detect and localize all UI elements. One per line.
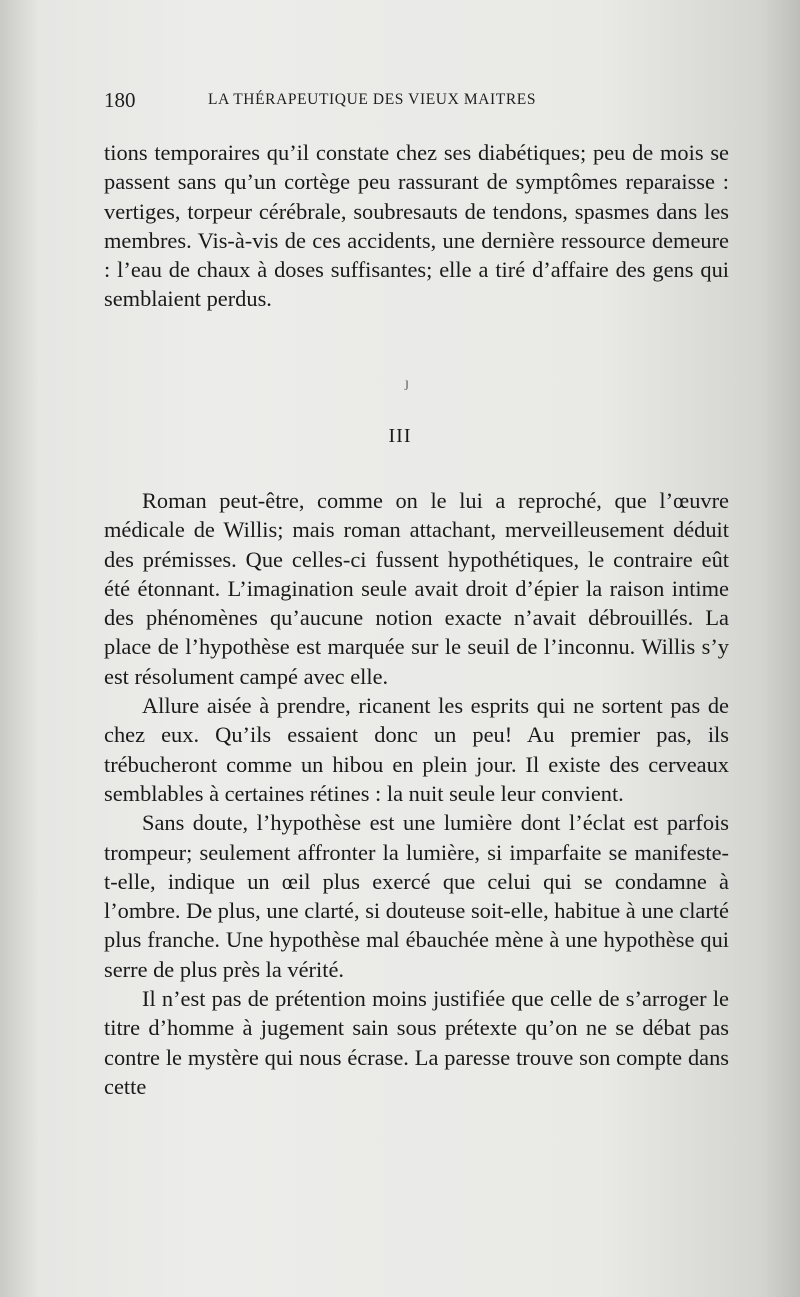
section-body: [104, 486, 729, 1101]
paragraph: Il n’est pas de prétention moins justifiée que celle de s’arroger le titre d’homme à jugement sain sous prétexte qu’on ne se débat pas contre le mystère qui nous écrase. La paresse trouve son compte dans cette: [104, 986, 729, 1099]
paragraph: Roman peut-être, comme on le lui a reproché, que l’œuvre médicale de Willis; mais roman attachant, merveilleusement déduit des prémisses. Que celles-ci fussent hypothétiques, le contraire eût été étonnant. L’imagination seule avait droit d’épier la raison intime des phénomènes qu’aucune notion exacte n’avait débrouillés. La place de l’hypothèse est marquée sur le seuil de l’inconnu. Willis s’y est résolument campé avec elle.: [104, 488, 729, 689]
running-title: LA THÉRAPEUTIQUE DES VIEUX MAITRES: [208, 91, 537, 108]
opening-text: [104, 138, 729, 314]
page-number: 180: [104, 88, 136, 112]
stray-mark: ȷ: [405, 376, 409, 391]
section-heading: III: [388, 425, 412, 447]
paragraph: Allure aisée à prendre, ricanent les esprits qui ne sortent pas de chez eux. Qu’ils essaient donc un peu! Au premier pas, ils trébucheront comme un hibou en plein jour. Il existe des cerveaux semblables à certaines rétines : la nuit seule leur convient.: [104, 693, 729, 806]
page-header: [104, 88, 729, 112]
paragraph-continuation: tions temporaires qu’il constate chez ses diabétiques; peu de mois se passent sans qu’un cortège peu rassurant de symptômes reparaisse : vertiges, torpeur cérébrale, soubresauts de tendons, spasmes dans les membres. Vis-à-vis de ces accidents, une dernière ressource demeure : l’eau de chaux à doses suffisantes; elle a tiré d’affaire des gens qui semblaient perdus.: [104, 140, 729, 312]
paragraph: Sans doute, l’hypothèse est une lumière dont l’éclat est parfois trompeur; seulement affronter la lumière, si imparfaite se manifeste-t-elle, indique un œil plus exercé que celui qui se condamne à l’ombre. De plus, une clarté, si douteuse soit-elle, habitue à une clarté plus franche. Une hypothèse mal ébauchée mène à une hypothèse qui serre de plus près la vérité.: [104, 810, 729, 982]
